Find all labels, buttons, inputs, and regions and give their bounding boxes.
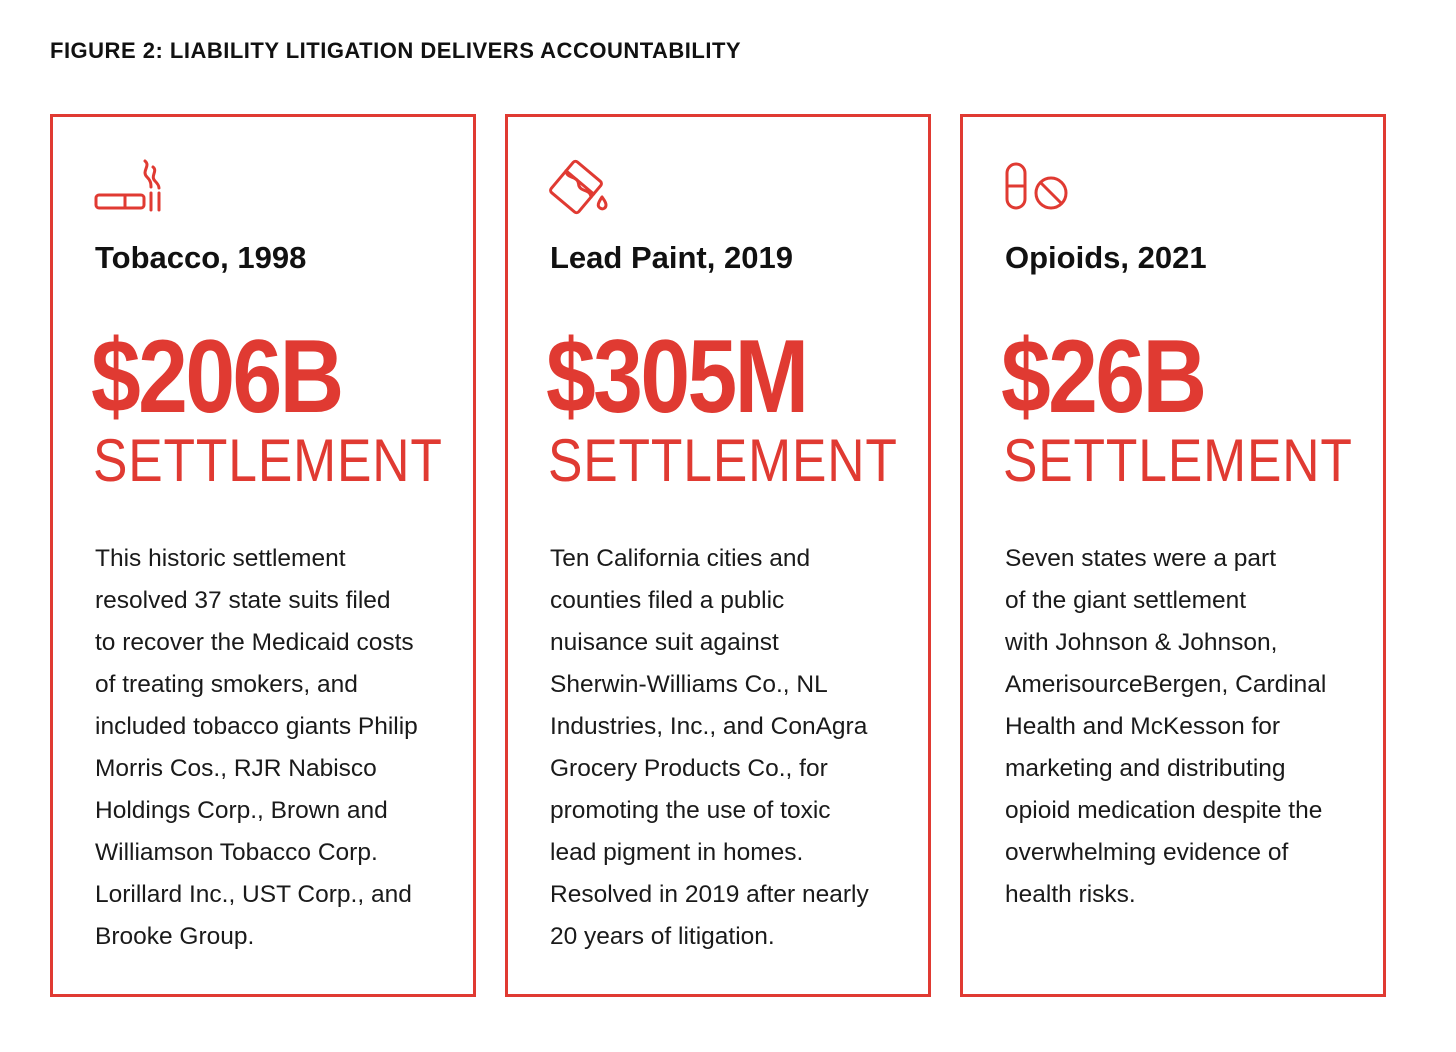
settlement-amount: $206B: [91, 319, 342, 435]
pills-icon: [1003, 157, 1083, 217]
card-description: Seven states were a part of the giant settlement with Johnson & Johnson, AmerisourceBergen, Cardinal Health and McKesson for marketing and distributing opioid medication despite the overwhelming evidence of health risks.: [1005, 545, 1327, 908]
card-description: Ten California cities and counties filed a public nuisance suit against Sherwin-Williams Co., NL Industries, Inc., and ConAgra Grocery Products Co., for promoting the use of toxic lead pigment in homes. Resolved in 2019 after nearly 20 years of litigation.: [550, 545, 869, 950]
cigarette-icon: [93, 157, 173, 217]
card-heading: Opioids, 2021: [1005, 240, 1207, 275]
opioids-card: [960, 114, 1386, 997]
settlement-amount: $26B: [1001, 319, 1205, 435]
card-heading: Lead Paint, 2019: [550, 240, 793, 275]
settlement-label: SETTLEMENT: [93, 427, 443, 494]
settlement-amount: $305M: [546, 319, 807, 435]
paint-can-icon: [548, 157, 628, 217]
settlement-label: SETTLEMENT: [1003, 427, 1353, 494]
lead-paint-card: [505, 114, 931, 997]
card-description: This historic settlement resolved 37 state suits filed to recover the Medicaid costs of treating smokers, and included tobacco giants Philip Morris Cos., RJR Nabisco Holdings Corp., Brown and Williamson Tobacco Corp. Lorillard Inc., UST Corp., and Brooke Group.: [95, 545, 418, 950]
tobacco-card: [50, 114, 476, 997]
card-heading: Tobacco, 1998: [95, 240, 307, 275]
settlement-label: SETTLEMENT: [548, 427, 898, 494]
figure-title: FIGURE 2: LIABILITY LITIGATION DELIVERS ACCOUNTABILITY: [50, 38, 742, 63]
